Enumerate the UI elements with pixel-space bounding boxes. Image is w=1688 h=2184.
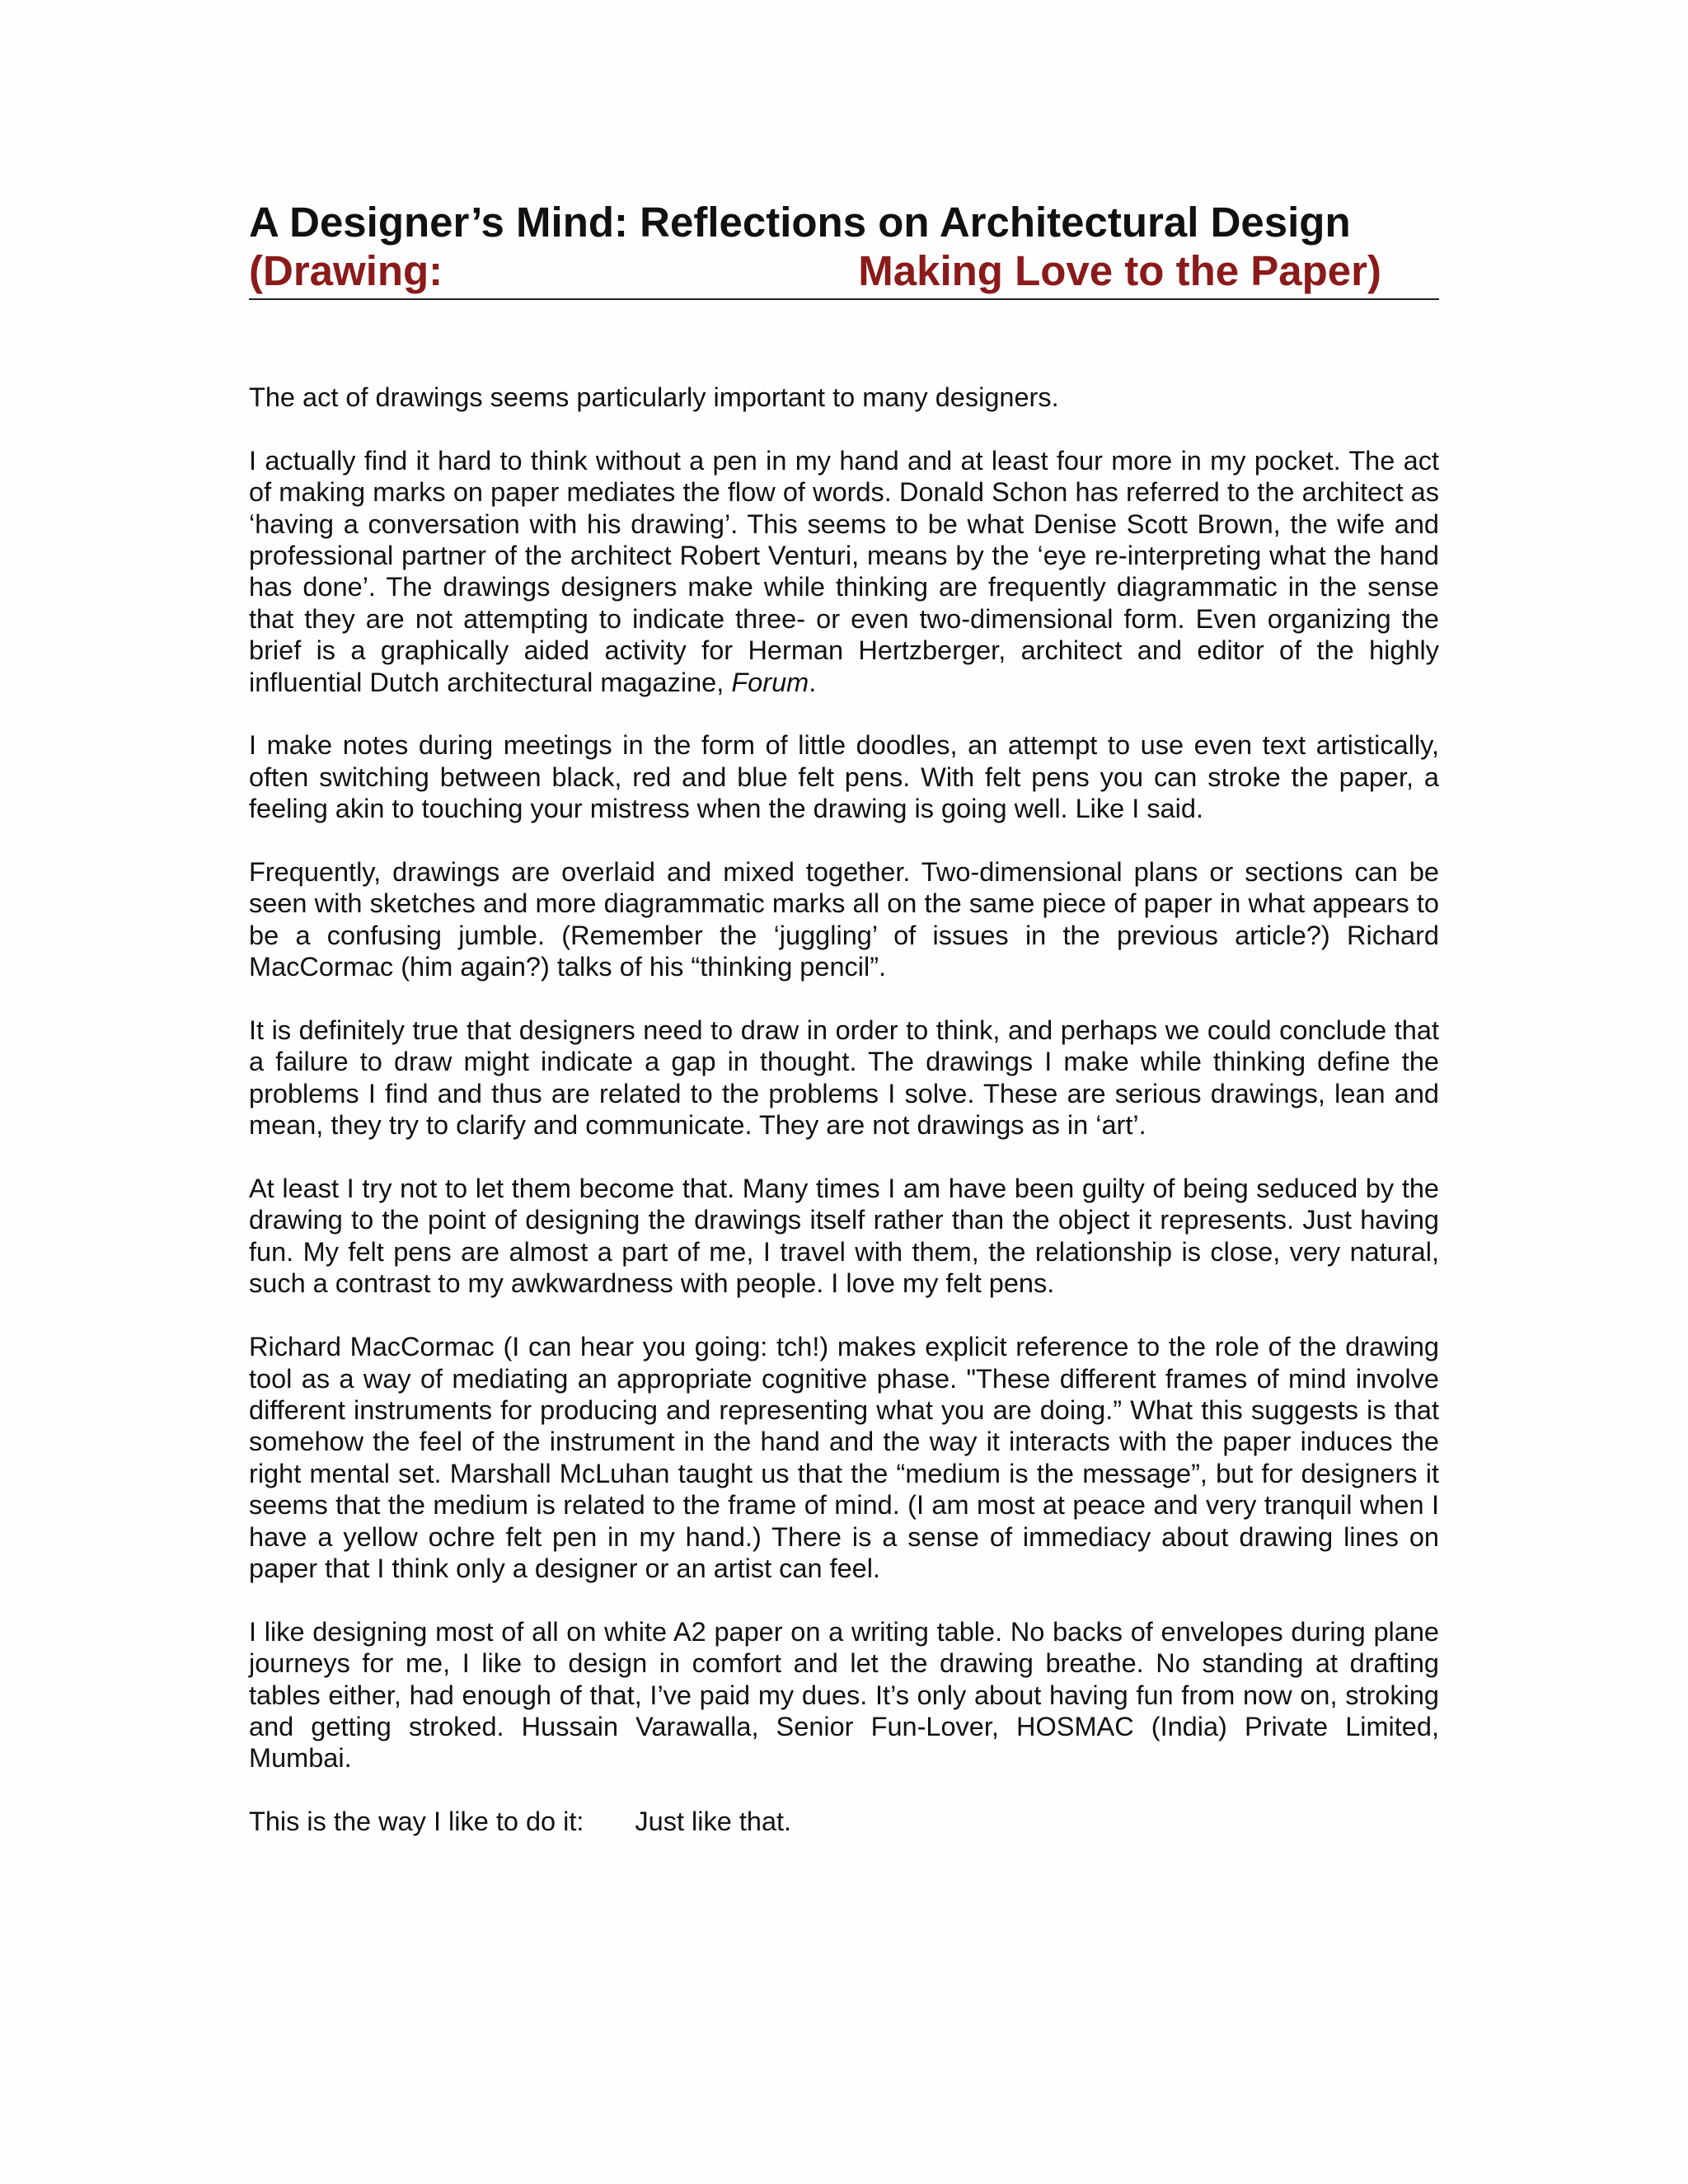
- paragraph-4: Frequently, drawings are overlaid and mixed together. Two-dimensional plans or sections can be seen with sketches and more diagrammatic marks all on the same piece of paper in what appears to be a confusing jumble. (Remember the ‘juggling’ of issues in the previous article?) Richard MacCormac (him again?) talks of his “thinking pencil”.: [249, 857, 1439, 982]
- subtitle-right: Making Love to the Paper): [858, 247, 1381, 294]
- paragraph-2-end: .: [809, 667, 817, 697]
- page-title: A Designer’s Mind: Reflections on Architectural Design: [249, 199, 1351, 246]
- closing-right: Just like that.: [635, 1807, 792, 1837]
- closing-left: This is the way I like to do it:: [249, 1807, 584, 1837]
- document-header: [249, 198, 1439, 300]
- paragraph-1: The act of drawings seems particularly important to many designers.: [249, 382, 1059, 412]
- paragraph-2: [249, 445, 1439, 698]
- page-subtitle: [249, 247, 1439, 295]
- paragraph-2-text: I actually find it hard to think without a pen in my hand and at least four more in my pocket. The act of making marks on paper mediates the flow of words. Donald Schon has referred to the architect as ‘having a conversation with his drawing’. This seems to be what Denise Scott Brown, the wife and professional partner of the architect Robert Venturi, means by the ‘eye re-interpreting what the hand has done’. The drawings designers make while thinking are frequently diagrammatic in the sense that they are not attempting to indicate three- or even two-dimensional form. Even organizing the brief is a graphically aided activity for Herman Hertzberger, architect and editor of the highly influential Dutch architectural magazine,: [249, 445, 1439, 697]
- paragraph-9: [249, 1806, 1439, 1837]
- subtitle-left: (Drawing:: [249, 247, 443, 294]
- paragraph-7: Richard MacCormac (I can hear you going: tch!) makes explicit reference to the role of the drawing tool as a way of mediating an appropriate cognitive phase. "These different frames of mind involve different instruments for producing and representing what you are doing.” What this suggests is that somehow the feel of the instrument in the hand and the way it interacts with the paper induces the right mental set. Marshall McLuhan taught us that the “medium is the message”, but for designers it seems that the medium is related to the frame of mind. (I am most at peace and very tranquil when I have a yellow ochre felt pen in my hand.) There is a sense of immediacy about drawing lines on paper that I think only a designer or an artist can feel.: [249, 1332, 1439, 1583]
- document-body: [249, 382, 1439, 1869]
- paragraph-5: It is definitely true that designers need to draw in order to think, and perhaps we could conclude that a failure to draw might indicate a gap in thought. The drawings I make while thinking define the problems I find and thus are related to the problems I solve. These are serious drawings, lean and mean, they try to clarify and communicate. They are not drawings as in ‘art’.: [249, 1015, 1439, 1141]
- paragraph-8: I like designing most of all on white A2 paper on a writing table. No backs of envelopes during plane journeys for me, I like to design in comfort and let the drawing breathe. No standing at drafting tables either, had enough of that, I’ve paid my dues. It’s only about having fun from now on, stroking and getting stroked. Hussain Varawalla, Senior Fun-Lover, HOSMAC (India) Private Limited, Mumbai.: [249, 1616, 1439, 1774]
- paragraph-3: I make notes during meetings in the form of little doodles, an attempt to use even text artistically, often switching between black, red and blue felt pens. With felt pens you can stroke the paper, a feeling akin to touching your mistress when the drawing is going well. Like I said.: [249, 730, 1439, 824]
- paragraph-6: At least I try not to let them become that. Many times I am have been guilty of being seduced by the drawing to the point of designing the drawings itself rather than the object it represents. Just having fun. My felt pens are almost a part of me, I travel with them, the relationship is close, very natural, such a contrast to my awkwardness with people. I love my felt pens.: [249, 1174, 1439, 1299]
- magazine-name: Forum: [731, 667, 809, 697]
